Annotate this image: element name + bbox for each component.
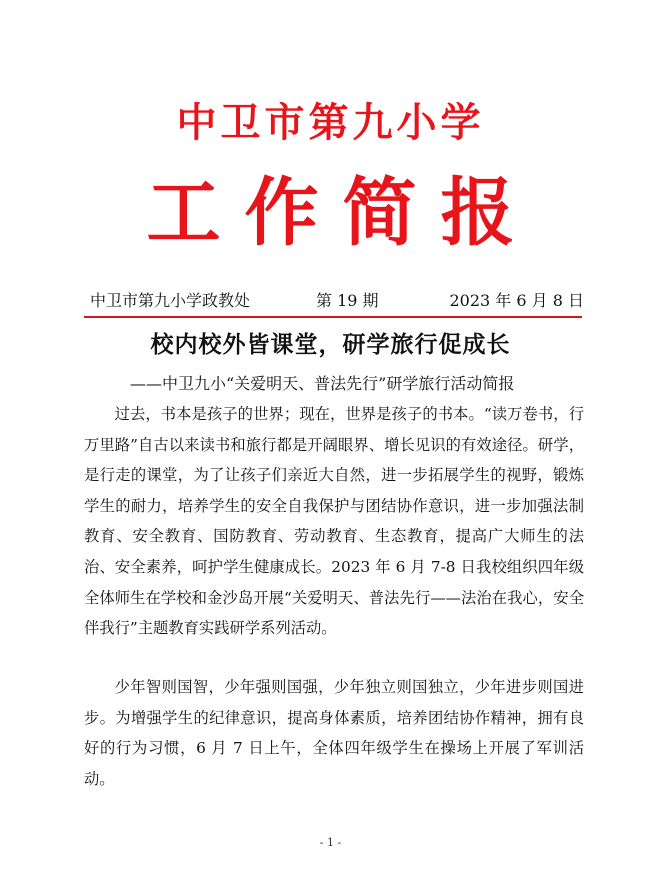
issue-date: 2023 年 6 月 8 日: [449, 291, 584, 310]
article-paragraph-2: 少年智则国智，少年强则国强，少年独立则国独立，少年进步则国进步。为增强学生的纪律意识，提高身体素质，培养团结协作精神，拥有良好的行为习惯，6 月 7 日上午，全体四年级学生在操场上开展了军训活动。: [84, 678, 584, 788]
issue-publisher: 中卫市第九小学政教处: [90, 291, 251, 310]
issue-number: 第 19 期: [316, 291, 379, 310]
page-number: - 1 -: [319, 836, 342, 849]
masthead-school-name: 中卫市第九小学: [176, 99, 485, 146]
masthead-title: 工作简报: [146, 170, 539, 256]
article-subtitle: ——中卫九小“关爱明天、普法先行”研学旅行活动简报: [130, 374, 515, 393]
article-title: 校内校外皆课堂，研学旅行促成长: [150, 331, 511, 358]
issue-info-line: [90, 290, 584, 312]
red-divider-rule: [84, 316, 582, 318]
article-paragraph-1: 过去，书本是孩子的世界；现在，世界是孩子的书本。“读万卷书，行万里路”自古以来读书和旅行都是开阔眼界、增长见识的有效途径。研学，是行走的课堂，为了让孩子们亲近大自然，进一步拓展学生的视野，锻炼学生的耐力，培养学生的安全自我保护与团结协作意识，进一步加强法制教育、安全教育、国防教育、劳动教育、生态教育，提高广大师生的法治、安全素养，呵护学生健康成长。2023 年 6 月 7-8 日我校组织四年级全体师生在学校和金沙岛开展“关爱明天、普法先行——法治在我心，安全伴我行”主题教育实践研学系列活动。: [84, 405, 584, 638]
